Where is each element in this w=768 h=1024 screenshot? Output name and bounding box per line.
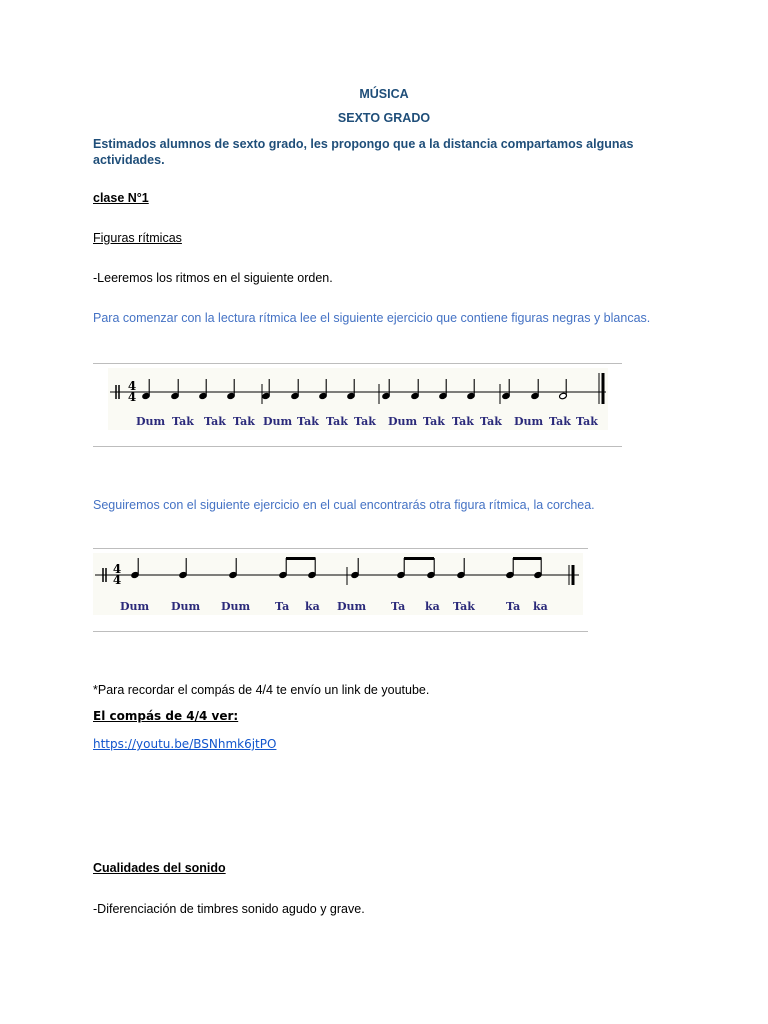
rhythm-syllable: Tak [576,415,598,428]
beam [404,557,434,560]
rhythm-syllable: Tak [354,415,376,428]
rhythm-syllable: ka [425,600,440,613]
order-text: -Leeremos los ritmos en el siguiente orden. [93,271,333,285]
rhythm-syllable: Dum [136,415,166,428]
rhythm-syllable: Tak [326,415,348,428]
svg-text:4: 4 [127,390,137,404]
rhythm-syllable: ka [305,600,320,613]
rhythm-syllable: Ta [506,600,521,613]
rhythm-exercise-2 [93,553,583,615]
rhythm-syllable: ka [533,600,548,613]
beam [286,557,316,560]
reminder-text: *Para recordar el compás de 4/4 te envío un link de youtube. [93,683,430,697]
rhythm-syllable: Tak [204,415,226,428]
document-title: MÚSICA [359,87,409,101]
section-heading-rhythm: Figuras rítmicas [93,231,182,245]
rhythm-syllable: Tak [453,600,475,613]
rhythm-syllable: Dum [171,600,201,613]
document-subtitle: SEXTO GRADO [337,111,431,125]
rhythm-syllable: Dum [514,415,544,428]
timbre-text: -Diferenciación de timbres sonido agudo y grave. [93,902,365,916]
link-title: El compás de 4/4 ver: [93,709,239,723]
divider [93,548,588,549]
rhythm-syllable: Tak [233,415,255,428]
rhythm-staff-1 [108,368,608,408]
exercise1-intro: Para comenzar con la lectura rítmica lee el siguiente ejercicio que contiene figuras negras y blancas. [93,311,651,325]
rhythm-syllable: Dum [221,600,251,613]
rhythm-exercise-1 [108,368,608,430]
rhythm-syllable: Tak [172,415,194,428]
rhythm-syllable: Tak [452,415,474,428]
rhythm-syllable: Dum [388,415,418,428]
svg-text:4: 4 [112,562,122,576]
exercise2-intro: Seguiremos con el siguiente ejercicio en el cual encontrarás otra figura rítmica, la corchea. [93,498,595,512]
rhythm-syllable: Tak [480,415,502,428]
class-label: clase N°1 [93,191,149,205]
rhythm-syllable: Ta [275,600,290,613]
rhythm-syllable: Dum [263,415,293,428]
intro-paragraph: Estimados alumnos de sexto grado, les propongo que a la distancia compartamos algunas actividades. [93,137,634,167]
svg-text:4: 4 [112,573,122,587]
divider [93,446,622,447]
youtube-link[interactable]: https://youtu.be/BSNhmk6jtPO [93,737,277,751]
svg-text:4: 4 [127,379,137,393]
section-heading-sound: Cualidades del sonido [93,861,226,875]
rhythm-syllable: Tak [423,415,445,428]
rhythm-syllable: Tak [549,415,571,428]
divider [93,631,588,632]
rhythm-staff-2 [93,553,583,593]
beam [513,557,542,560]
rhythm-syllable: Ta [391,600,406,613]
rhythm-syllable: Dum [120,600,150,613]
rhythm-syllable: Tak [297,415,319,428]
divider [93,363,622,364]
rhythm-syllable: Dum [337,600,367,613]
